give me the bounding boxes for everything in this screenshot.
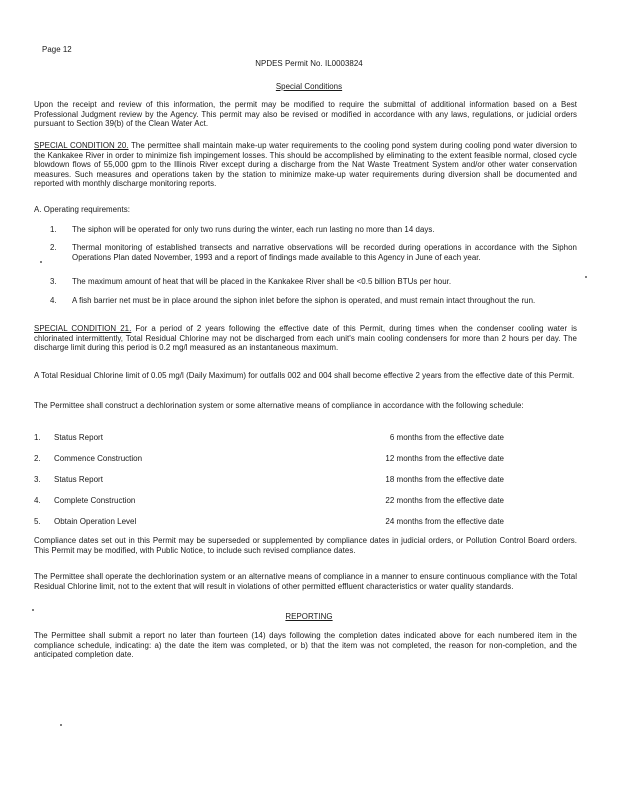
operating-requirements-heading: A. Operating requirements: (34, 205, 131, 214)
schedule-number: 1. (34, 433, 41, 442)
special-condition-21-text: For a period of 2 years following the effective date of this Permit, during times when the condenser cooling water is chlorinated intermittently, Total Residual Chlorine may not be discharged from each unit's main cooling condensers for more than 2 hours per day. The discharge limit during this period is 0.2 mg/l measured as an instantaneous maximum. (34, 324, 577, 353)
schedule-row (34, 475, 504, 487)
requirement-text: A fish barrier net must be in place around the siphon inlet before the siphon is operated, and must remain intact throughout the run. (72, 296, 536, 305)
special-condition-20 (34, 141, 577, 189)
schedule-due: 18 months from the effective date (385, 475, 504, 484)
trc-limit-paragraph: A Total Residual Chlorine limit of 0.05 mg/l (Daily Maximum) for outfalls 002 and 004 shall become effective 2 years from the effective date of this Permit. (34, 371, 575, 380)
permit-number: NPDES Permit No. IL0003824 (255, 59, 363, 68)
schedule-item: Status Report (54, 475, 103, 484)
special-condition-21 (34, 324, 577, 353)
section-title: Special Conditions (275, 82, 343, 91)
schedule-intro: The Permittee shall construct a dechlorination system or some alternative means of compliance in accordance with the following schedule: (34, 401, 524, 410)
requirement-text: The maximum amount of heat that will be placed in the Kankakee River shall be <0.5 billion BTUs per hour. (72, 277, 452, 286)
intro-paragraph: Upon the receipt and review of this information, the permit may be modified to require the submittal of additional information based on a Best Professional Judgment review by the Agency. This permit may also be revised or modified in accordance with any laws, regulations, or judicial orders pursuant to Section 39(b) of the Clean Water Act. (34, 100, 577, 129)
requirement-number: 4. (50, 296, 57, 305)
operating-requirement-4 (50, 296, 577, 320)
operate-dechlorination-paragraph: The Permittee shall operate the dechlorination system or an alternative means of compliance in a manner to ensure continuous compliance with the Total Residual Chlorine limit, not to the extent that will result in violations of other permitted effluent characteristics or water quality standards. (34, 572, 577, 591)
compliance-dates-paragraph: Compliance dates set out in this Permit may be superseded or supplemented by compliance dates in judicial orders, or Pollution Control Board orders. This Permit may be modified, with Public Notice, to include such revised compliance dates. (34, 536, 577, 555)
schedule-row (34, 433, 504, 445)
schedule-row (34, 496, 504, 508)
requirement-number: 1. (50, 225, 57, 234)
schedule-item: Complete Construction (54, 496, 136, 505)
schedule-row (34, 454, 504, 466)
operating-requirement-3 (50, 277, 577, 289)
schedule-row (34, 517, 504, 529)
schedule-number: 4. (34, 496, 41, 505)
schedule-number: 3. (34, 475, 41, 484)
special-condition-21-label: SPECIAL CONDITION 21. (34, 324, 132, 333)
schedule-due: 6 months from the effective date (389, 433, 504, 442)
schedule-due: 12 months from the effective date (385, 454, 504, 463)
schedule-item: Status Report (54, 433, 103, 442)
schedule-number: 5. (34, 517, 41, 526)
reporting-heading: REPORTING (285, 612, 333, 621)
scan-speck (585, 276, 587, 278)
requirement-text: Thermal monitoring of established transects and narrative observations will be recorded during operations in accordance with the Siphon Operations Plan dated November, 1993 and a report of findings made available to this Agency in June of each year. (72, 243, 577, 262)
schedule-item: Commence Construction (54, 454, 143, 463)
special-condition-20-label: SPECIAL CONDITION 20. (34, 141, 129, 150)
schedule-number: 2. (34, 454, 41, 463)
schedule-due: 24 months from the effective date (385, 517, 504, 526)
requirement-number: 3. (50, 277, 57, 286)
schedule-due: 22 months from the effective date (385, 496, 504, 505)
operating-requirement-1 (50, 225, 577, 237)
scan-speck (32, 609, 34, 611)
requirement-text: The siphon will be operated for only two runs during the winter, each run lasting no more than 14 days. (72, 225, 435, 234)
operating-requirement-2 (50, 243, 577, 267)
page-number: Page 12 (42, 45, 72, 54)
scan-speck (40, 261, 42, 263)
scan-speck (60, 724, 62, 726)
reporting-paragraph: The Permittee shall submit a report no later than fourteen (14) days following the completion dates indicated above for each numbered item in the compliance schedule, indicating: a) the date the item was completed, or b) that the item was not completed, the reason for non-completion, and the anticipated completion date. (34, 631, 577, 660)
special-condition-20-text: The permittee shall maintain make-up water requirements to the cooling pond system during cooling pond water diversion to the Kankakee River in order to minimize fish impingement losses. This should be accomplished by eliminating to the extent feasible normal, closed cycle blowdown flows of 55,000 gpm to the Illinois River except during a discharge from the Nat Waste Treatment System and/or other water conservation measures. Such measures and operations taken by the station to minimize make-up water requirements during diversion shall be documented and reported with monthly discharge monitoring reports. (34, 141, 577, 189)
requirement-number: 2. (50, 243, 57, 252)
schedule-item: Obtain Operation Level (54, 517, 137, 526)
